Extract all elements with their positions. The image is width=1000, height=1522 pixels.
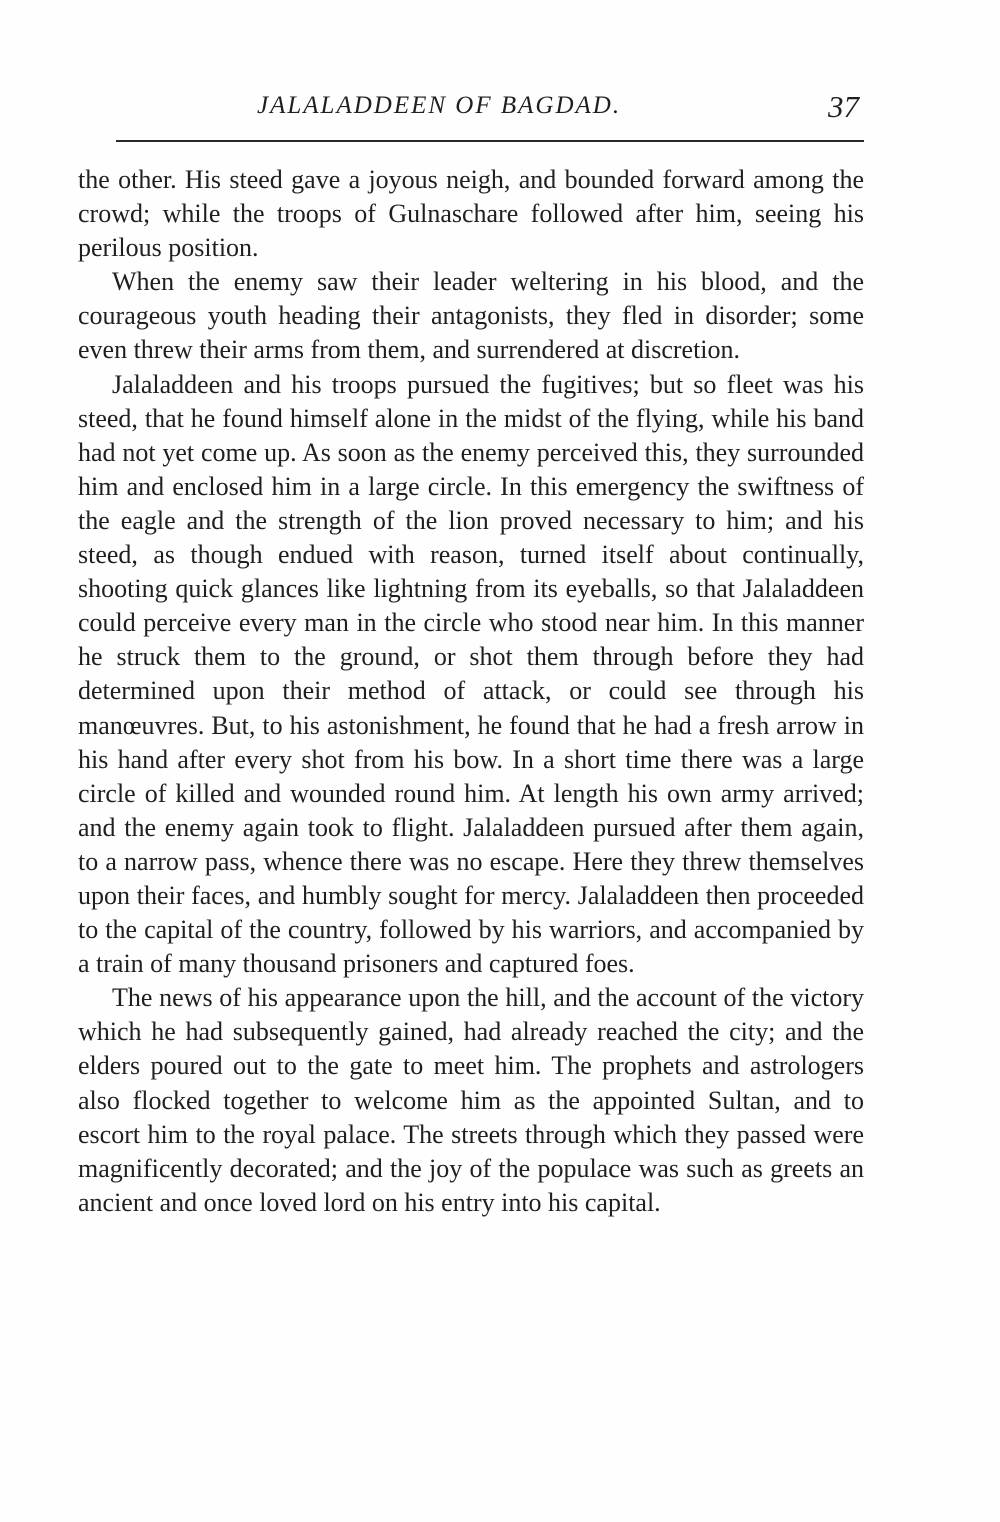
paragraph: The news of his appearance upon the hill, and the account of the victory which he had subsequently gained, had already reached the city; and the elders poured out to the gate to meet him. The prophets and astrologers also flocked together to welcome him as the appointed Sultan, and to escort him to the royal palace. The streets through which they passed were magnificently decorated; and the joy of the populace was such as greets an ancient and once loved lord on his entry into his capital. (78, 983, 864, 1217)
header-rule (116, 140, 864, 142)
running-head (115, 89, 867, 132)
paragraph: When the enemy saw their leader weltering in his blood, and the courageous youth heading their antagonists, they fled in disorder; some even threw their arms from them, and surrendered at discretion. (78, 267, 864, 365)
paragraph-continued: the other. His steed gave a joyous neigh, and bounded forward among the crowd; while the troops of Gulnaschare followed after him, seeing his perilous position. (78, 165, 864, 263)
running-title: JALALADDEEN OF BAGDAD. (257, 92, 622, 119)
body-text (78, 163, 864, 1220)
paragraph: Jalaladdeen and his troops pursued the fugitives; but so fleet was his steed, that he found himself alone in the midst of the flying, while his band had not yet come up. As soon as the enemy perceived this, they surrounded him and enclosed him in a large circle. In this emergency the swiftness of the eagle and the strength of the lion proved necessary to him; and his steed, as though endued with reason, turned itself about continually, shooting quick glances like lightning from its eyeballs, so that Jalaladdeen could perceive every man in the circle who stood near him. In this manner he struck them to the ground, or shot them through before they had determined upon their method of attack, or could see through his manœuvres. But, to his astonishment, he found that he had a fresh arrow in his hand after every shot from his bow. In a short time there was a large circle of killed and wounded round him. At length his own army arrived; and the enemy again took to flight. Jalaladdeen pursued after them again, to a narrow pass, whence there was no escape. Here they threw themselves upon their faces, and humbly sought for mercy. Jalaladdeen then proceeded to the capital of the country, followed by his warriors, and accompanied by a train of many thousand prisoners and captured foes. (78, 369, 864, 979)
page-number: 37 (828, 89, 859, 124)
